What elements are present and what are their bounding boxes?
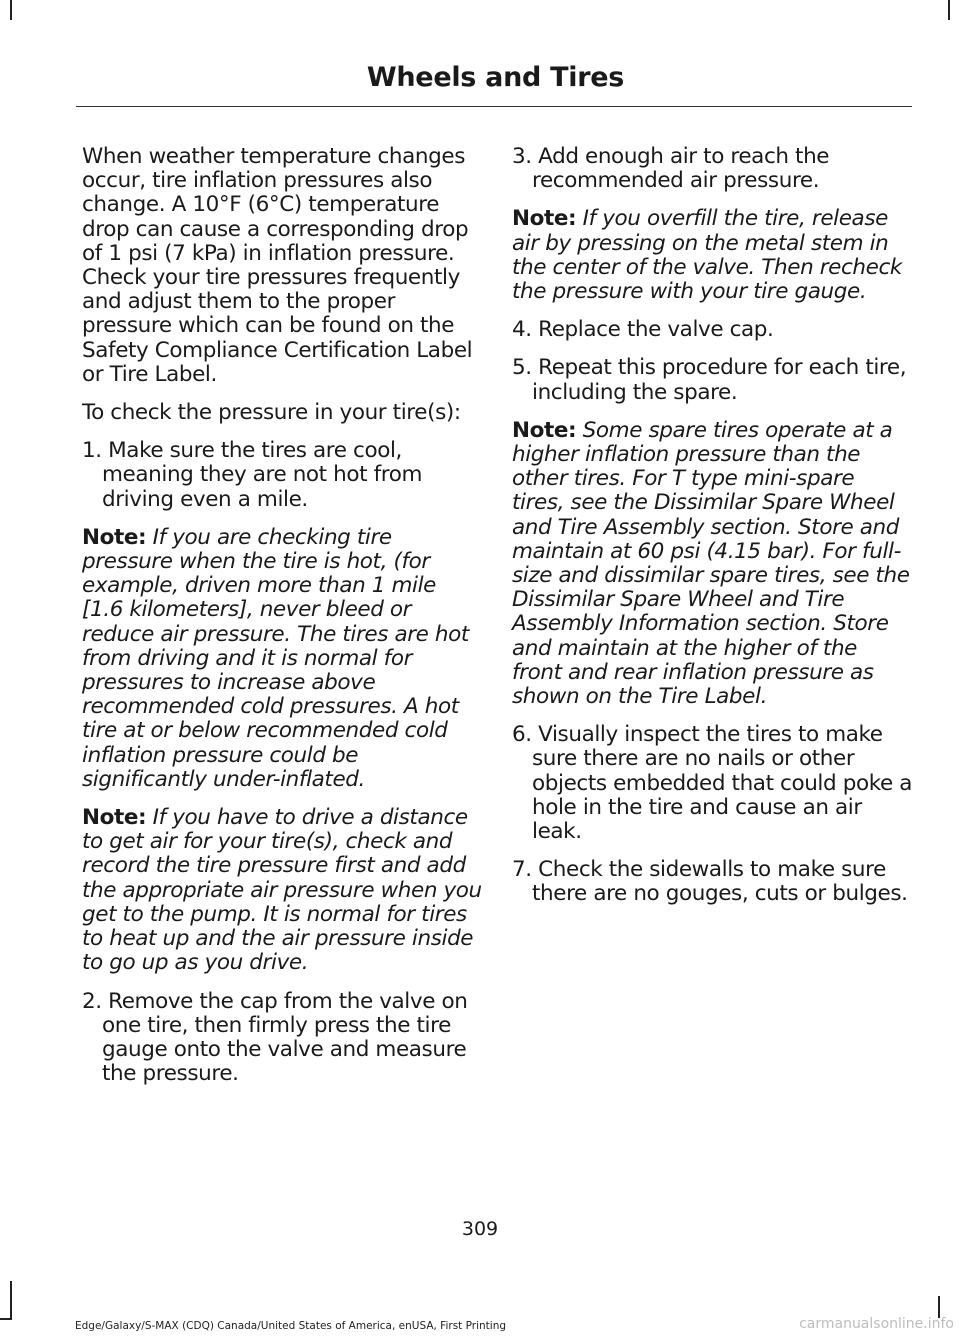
note-spare-tires [512,419,912,709]
step-5: 5. Repeat this procedure for each tire, including the spare. [512,355,907,405]
crop-mark-top-left [10,0,12,20]
check-pressure-intro: To check the pressure in your tire(s): [82,400,461,426]
step-3: 3. Add enough air to reach the recommended air pressure. [512,144,830,194]
header-divider [76,106,912,107]
step-7: 7. Check the sidewalls to make sure there are no gouges, cuts or bulges. [512,857,908,907]
note-hot-tire [82,526,482,792]
note-label: Note: [82,524,147,550]
step-2: 2. Remove the cap from the valve on one tire, then firmly press the tire gauge onto the valve and measure the pressure. [82,988,468,1087]
step-6: 6. Visually inspect the tires to make sure there are no nails or other objects embedded that could poke a hole in the tire and cause an air leak. [512,722,913,845]
note-drive-for-air [82,806,482,975]
crop-mark-top-right [948,0,950,20]
note-overfill [512,207,912,304]
left-column [82,145,482,1100]
watermark: carmanualsonline.info [799,1316,954,1332]
step-1: 1. Make sure the tires are cool, meaning they are not hot from driving even a mile. [82,438,423,512]
crop-mark-bottom-left [10,1281,12,1318]
intro-paragraph: When weather temperature changes occur, tire inflation pressures also change. A 10°F (6°C) temperature drop can cause a corresponding drop of 1 psi (7 kPa) in inflation pressure. Check your tire pressures frequently and adjust them to the proper pressure which can be found on the Safety Compliance Certification Label or Tire Label. [82,144,473,387]
page-title: Wheels and Tires [366,62,624,93]
note-body: If you are checking tire pressure when the tire is hot, (for example, driven more than 1 mile [1.6 kilometers], never bleed or reduce air pressure. The tires are hot from driving and it is normal for pressures to increase above recommended cold pressures. A hot tire at or below recommended cold inflation pressure could be significantly under-inflated. [82,524,469,792]
crop-mark-bottom-right [938,1296,940,1318]
note-body: If you overfill the tire, release air by pressing on the metal stem in the center of the valve. Then recheck the pressure with your tire gauge. [512,206,902,305]
crop-mark-bottom-left-h [0,1318,12,1320]
note-body: Some spare tires operate at a higher inflation pressure than the other tires. For T type mini-spare tires, see the Dissimilar Spare Wheel and Tire Assembly section. Store and maintain at 60 psi (4.15 bar). For full-size and dissimilar spare tires, see the Dissimilar Spare Wheel and Tire Assembly Information section. Store and maintain at the higher of the front and rear inflation pressure as shown on the Tire Label. [512,417,910,710]
step-4: 4. Replace the valve cap. [512,317,774,343]
edition-footer: Edge/Galaxy/S-MAX (CDQ) Canada/United States of America, enUSA, First Printing [75,1320,507,1332]
page-number: 309 [461,1218,499,1240]
right-column [512,145,912,921]
note-body: If you have to drive a distance to get air for your tire(s), check and record the tire pressure first and add the appropriate air pressure when you get to the pump. It is normal for tires to heat up and the air pressure inside to go up as you drive. [82,805,482,976]
note-label: Note: [512,417,577,443]
note-label: Note: [512,206,577,232]
note-label: Note: [82,805,147,831]
